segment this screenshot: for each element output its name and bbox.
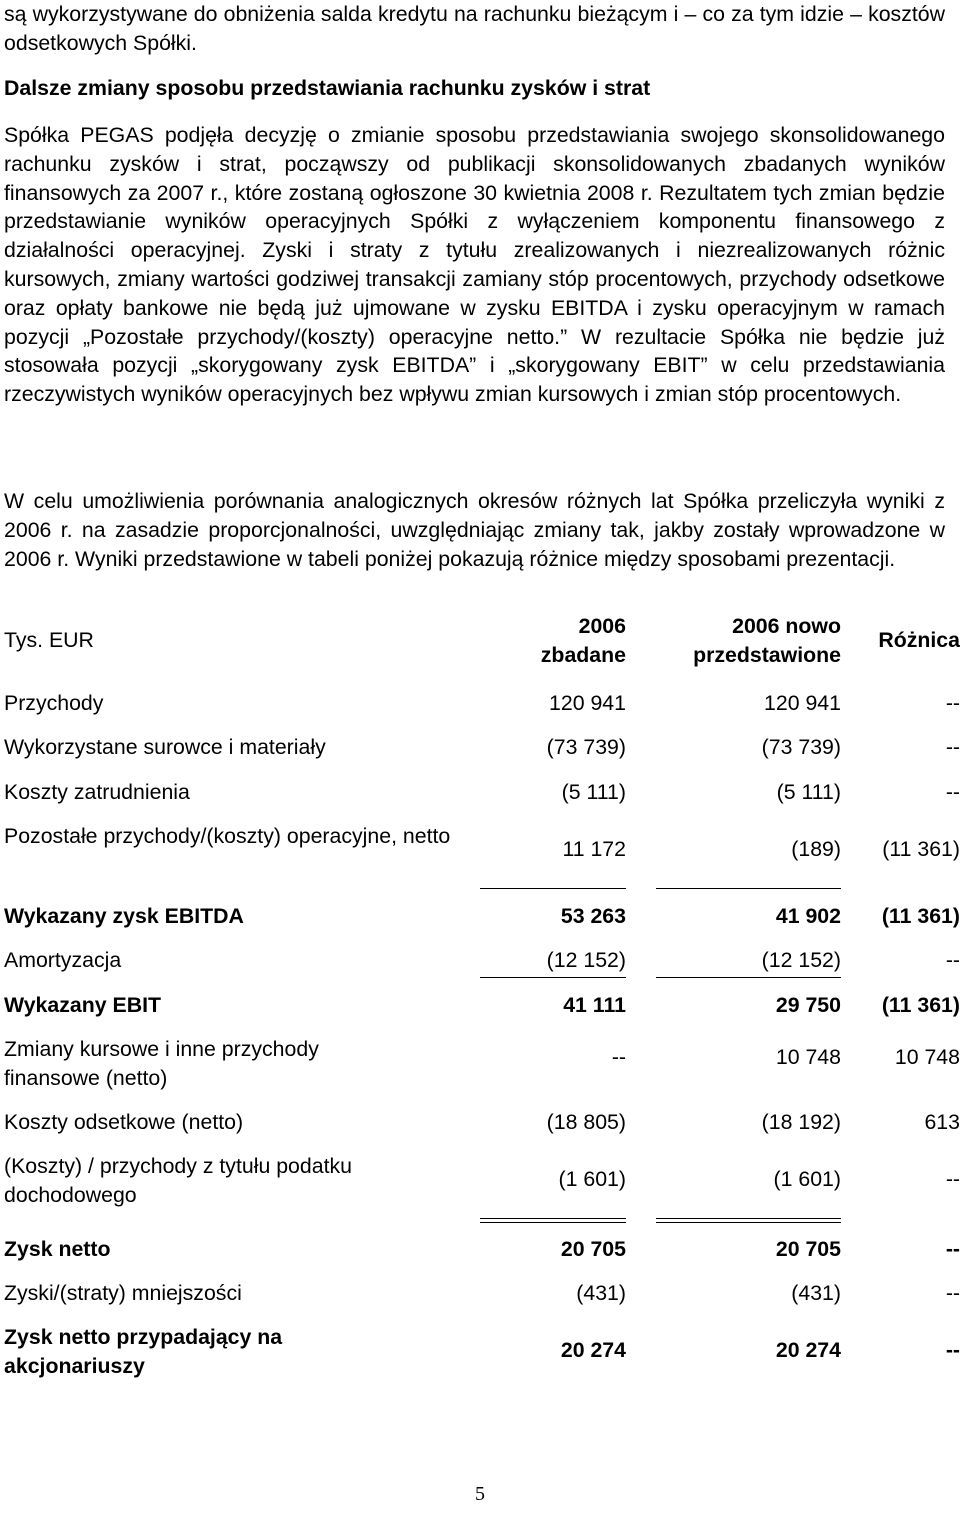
row-label: Zysk netto przypadający na akcjonariuszy (4, 1325, 283, 1378)
row-value-difference: (11 361) (881, 904, 960, 928)
row-label: Amortyzacja (4, 948, 122, 972)
page-number: 5 (475, 1483, 485, 1505)
row-value-2006-audited: (73 739) (546, 735, 626, 759)
row-value-2006-restated: (431) (791, 1281, 841, 1305)
header-2006-restated (656, 612, 841, 670)
row-value-2006-audited: 120 941 (549, 691, 626, 715)
row-value-2006-audited: (1 601) (558, 1167, 626, 1191)
intro-paragraph: są wykorzystywane do obniżenia salda kredytu na rachunku bieżącym i – co za tym idzie – kosztów odsetkowych Spółki. (4, 2, 945, 55)
row-value-difference: -- (945, 780, 960, 804)
row-value-difference: 10 748 (894, 1045, 960, 1069)
row-value-2006-restated: 10 748 (775, 1045, 841, 1069)
row-label: Przychody (4, 691, 104, 715)
row-value-difference: (11 361) (882, 837, 960, 861)
row-value-2006-restated: (5 111) (776, 780, 841, 804)
row-value-2006-audited: 20 705 (560, 1237, 626, 1261)
row-value-2006-restated: 29 750 (775, 993, 841, 1017)
row-value-difference: 613 (924, 1110, 960, 1134)
row-value-2006-restated: (73 739) (761, 735, 841, 759)
row-value-2006-audited: (431) (576, 1281, 626, 1305)
header-2006-audited-line1: 2006 (578, 614, 626, 638)
row-label: Pozostałe przychody/(koszty) operacyjne, netto (4, 824, 451, 848)
row-value-2006-restated: (18 192) (761, 1110, 841, 1134)
row-value-2006-audited: (5 111) (561, 780, 626, 804)
row-value-2006-audited: 11 172 (562, 837, 626, 861)
row-value-difference: -- (945, 1281, 960, 1305)
row-label: Wykazany EBIT (4, 993, 162, 1017)
section-heading: Dalsze zmiany sposobu przedstawiania rachunku zysków i strat (4, 76, 651, 100)
row-value-2006-restated: (1 601) (773, 1167, 841, 1191)
row-value-2006-restated: 20 705 (775, 1237, 841, 1261)
row-value-2006-restated: (12 152) (761, 948, 841, 972)
row-label: Zysk netto (4, 1237, 111, 1261)
body-paragraph-2: W celu umożliwienia porównania analogicznych okresów różnych lat Spółka przeliczyła wyniki z 2006 r. na zasadzie proporcjonalności, uwzględniając zmiany tak, jakby zostały wprowadzone w 2006 r. Wyniki przedstawione w tabeli poniżej pokazują różnice między sposobami prezentacji. (4, 489, 945, 571)
row-value-2006-audited: (18 805) (546, 1110, 626, 1134)
row-value-difference: -- (945, 691, 960, 715)
row-value-2006-restated: (189) (791, 837, 841, 861)
row-value-2006-audited: 41 111 (563, 993, 626, 1017)
row-value-2006-audited: (12 152) (546, 948, 626, 972)
subtotal-rule (656, 977, 841, 978)
row-label: (Koszty) / przychody z tytułu podatku dochodowego (4, 1154, 352, 1207)
row-value-2006-audited: -- (611, 1045, 626, 1069)
body-paragraph-1: Spółka PEGAS podjęła decyzję o zmianie sposobu przedstawiania swojego skonsolidowanego rachunku zysków i strat, począwszy od publikacji skonsolidowanych zbadanych wyników finansowych za 2007 r., które zostaną ogłoszone 30 kwietnia 2008 r. Rezultatem tych zmian będzie przedstawianie wyników operacyjnych Spółki z wyłączeniem komponentu finansowego z działalności operacyjnej. Zyski i straty z tytułu zrealizowanych i niezrealizowanych różnic kursowych, zmiany wartości godziwej transakcji zamiany stóp procentowych, przychody odsetkowe oraz opłaty bankowe nie będą już ujmowane w zysku EBITDA i zysku operacyjnym w ramach pozycji „Pozostałe przychody/(koszty) operacyjne netto.” W rezultacie Spółka nie będzie już stosowała pozycji „skorygowany zysk EBITDA” i „skorygowany EBIT” w celu przedstawiania rzeczywistych wyników operacyjnych bez wpływu zmian kursowych i zmian stóp procentowych. (4, 123, 945, 407)
row-label: Koszty odsetkowe (netto) (4, 1110, 244, 1134)
row-value-2006-restated: 20 274 (775, 1338, 841, 1362)
header-currency-label: Tys. EUR (4, 628, 94, 652)
header-2006-audited-line2: zbadane (540, 643, 626, 667)
header-2006-audited (480, 612, 626, 670)
row-value-difference: -- (945, 1338, 960, 1362)
row-value-2006-restated: 41 902 (775, 904, 841, 928)
row-value-difference: (11 361) (881, 993, 960, 1017)
row-value-2006-audited: 53 263 (560, 904, 626, 928)
row-label: Koszty zatrudnienia (4, 780, 190, 804)
subtotal-rule (480, 888, 626, 889)
row-value-2006-restated: 120 941 (764, 691, 841, 715)
header-difference: Różnica (878, 628, 960, 652)
row-label: Zyski/(straty) mniejszości (4, 1281, 242, 1305)
row-value-difference: -- (945, 1167, 960, 1191)
total-double-rule (480, 1218, 626, 1223)
row-label: Zmiany kursowe i inne przychody finansowe (netto) (4, 1037, 319, 1090)
header-2006-restated-line1: 2006 nowo (732, 614, 841, 638)
row-value-difference: -- (945, 1237, 960, 1261)
row-value-difference: -- (945, 948, 960, 972)
row-label: Wykorzystane surowce i materiały (4, 735, 326, 759)
header-2006-restated-line2: przedstawione (693, 643, 841, 667)
total-double-rule (656, 1218, 841, 1223)
subtotal-rule (480, 977, 626, 978)
row-label: Wykazany zysk EBITDA (4, 904, 244, 928)
row-value-difference: -- (945, 735, 960, 759)
subtotal-rule (656, 888, 841, 889)
row-value-2006-audited: 20 274 (560, 1338, 626, 1362)
